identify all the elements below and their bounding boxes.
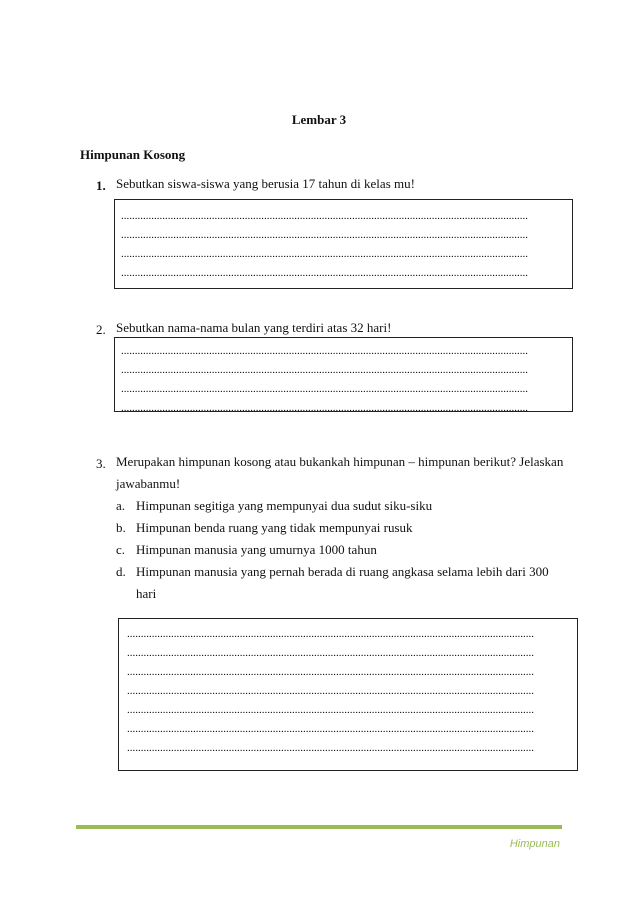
dotted-line: .................................................................................................................................................... <box>127 685 534 697</box>
dotted-line: .................................................................................................................................................... <box>127 666 534 678</box>
question-1-text: Sebutkan siswa-siswa yang berusia 17 tahun di kelas mu! <box>116 176 415 191</box>
dotted-line: .................................................................................................................................................... <box>127 742 534 754</box>
question-3-number: 3. <box>96 456 106 471</box>
sub-item-c-text: Himpunan manusia yang umurnya 1000 tahun <box>136 542 377 557</box>
dotted-line: .................................................................................................................................................... <box>121 248 528 260</box>
dotted-line: .................................................................................................................................................... <box>127 704 534 716</box>
dotted-line: .................................................................................................................................................... <box>127 647 534 659</box>
dotted-line: .................................................................................................................................................... <box>121 345 528 357</box>
sub-item-d-letter: d. <box>116 564 126 579</box>
sub-item-b-text: Himpunan benda ruang yang tidak mempunyai rusuk <box>136 520 413 535</box>
dotted-line: .................................................................................................................................................... <box>127 723 534 735</box>
question-3-text-line1: Merupakan himpunan kosong atau bukankah himpunan – himpunan berikut? Jelaskan <box>116 454 564 469</box>
dotted-line: .................................................................................................................................................... <box>127 628 534 640</box>
sub-item-b-letter: b. <box>116 520 126 535</box>
section-heading: Himpunan Kosong <box>80 147 186 162</box>
answer-box-2[interactable] <box>114 337 573 412</box>
dotted-line: .................................................................................................................................................... <box>121 229 528 241</box>
answer-box-1[interactable] <box>114 199 573 289</box>
question-3-text-line2: jawabanmu! <box>116 476 181 491</box>
sub-item-c-letter: c. <box>116 542 126 557</box>
dotted-line: .................................................................................................................................................... <box>121 383 528 395</box>
page-title: Lembar 3 <box>291 112 347 127</box>
question-2-text: Sebutkan nama-nama bulan yang terdiri atas 32 hari! <box>116 320 392 335</box>
dotted-line: .................................................................................................................................................... <box>121 210 528 222</box>
dotted-line: .................................................................................................................................................... <box>121 267 528 279</box>
dotted-line: .................................................................................................................................................... <box>121 364 528 376</box>
footer-label: Himpunan <box>509 838 560 850</box>
answer-box-3[interactable] <box>118 618 578 771</box>
question-1-number: 1. <box>96 178 106 193</box>
question-2-number: 2. <box>96 322 106 337</box>
sub-item-a-text: Himpunan segitiga yang mempunyai dua sudut siku-siku <box>136 498 433 513</box>
dotted-line: .................................................................................................................................................... <box>121 402 528 414</box>
sub-item-d-text: Himpunan manusia yang pernah berada di ruang angkasa selama lebih dari 300 <box>136 564 549 579</box>
sub-item-d-text-cont: hari <box>136 586 157 601</box>
footer-divider <box>76 825 562 829</box>
sub-item-a-letter: a. <box>116 498 126 513</box>
